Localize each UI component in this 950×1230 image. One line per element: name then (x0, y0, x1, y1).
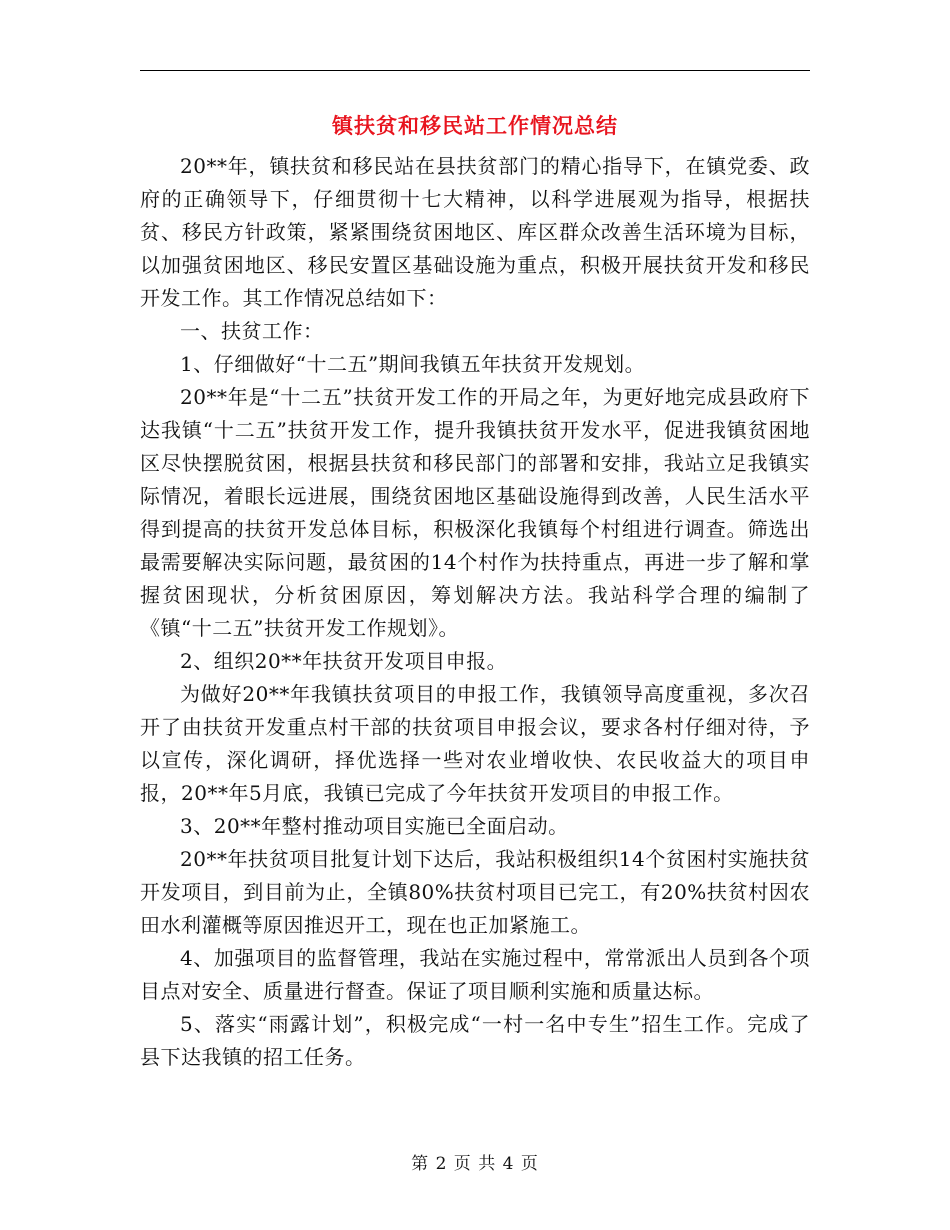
item-1-heading: 1、仔细做好“十二五”期间我镇五年扶贫开发规划。 (180, 352, 646, 376)
item-4-paragraph: 4、加强项目的监督管理，我站在实施过程中，常常派出人员到各个项目点对安全、质量进行督查。保证了项目顺利实施和质量达标。 (140, 946, 810, 1003)
intro-paragraph: 20**年，镇扶贫和移民站在县扶贫部门的精心指导下，在镇党委、政府的正确领导下，仔细贯彻十七大精神，以科学进展观为指导，根据扶贫、移民方针政策，紧紧围绕贫困地区、库区群众改善生活环境为目标，以加强贫困地区、移民安置区基础设施为重点，积极开展扶贫开发和移民开发工作。其工作情况总结如下： (140, 154, 810, 310)
item-3-body: 20**年扶贫项目批复计划下达后，我站积极组织14个贫困村实施扶贫开发项目，到目前为止，全镇80%扶贫村项目已完工，有20%扶贫村因农田水利灌概等原因推迟开工，现在也正加紧施工。 (140, 847, 810, 937)
document-body (140, 150, 810, 1074)
item-2-body: 为做好20**年我镇扶贫项目的申报工作，我镇领导高度重视，多次召开了由扶贫开发重点村干部的扶贫项目申报会议，要求各村仔细对待，予以宣传，深化调研，择优选择一些对农业增收快、农民收益大的项目申报，20**年5月底，我镇已完成了今年扶贫开发项目的申报工作。 (140, 682, 810, 805)
document-title: 镇扶贫和移民站工作情况总结 (332, 113, 618, 138)
item-3-heading: 3、20**年整村推动项目实施已全面启动。 (180, 814, 569, 838)
page-number-footer: 第 2 页 共 4 页 (411, 1154, 539, 1174)
item-2-heading: 2、组织20**年扶贫开发项目申报。 (180, 649, 508, 673)
section-heading-poverty-work: 一、扶贫工作： (180, 319, 324, 343)
item-1-body: 20**年是“十二五”扶贫开发工作的开局之年，为更好地完成县政府下达我镇“十二五”扶贫开发工作，提升我镇扶贫开发水平，促进我镇贫困地区尽快摆脱贫困，根据县扶贫和移民部门的部署和安排，我站立足我镇实际情况，着眼长远进展，围绕贫困地区基础设施得到改善，人民生活水平得到提高的扶贫开发总体目标，积极深化我镇每个村组进行调查。筛选出最需要解决实际问题，最贫困的14个村作为扶持重点，再进一步了解和掌握贫困现状，分析贫困原因，筹划解决方法。我站科学合理的编制了《镇“十二五”扶贫开发工作规划》。 (140, 385, 810, 640)
item-5-paragraph: 5、落实“雨露计划”，积极完成“一村一名中专生”招生工作。完成了县下达我镇的招工任务。 (140, 1012, 810, 1069)
header-rule (140, 70, 810, 71)
